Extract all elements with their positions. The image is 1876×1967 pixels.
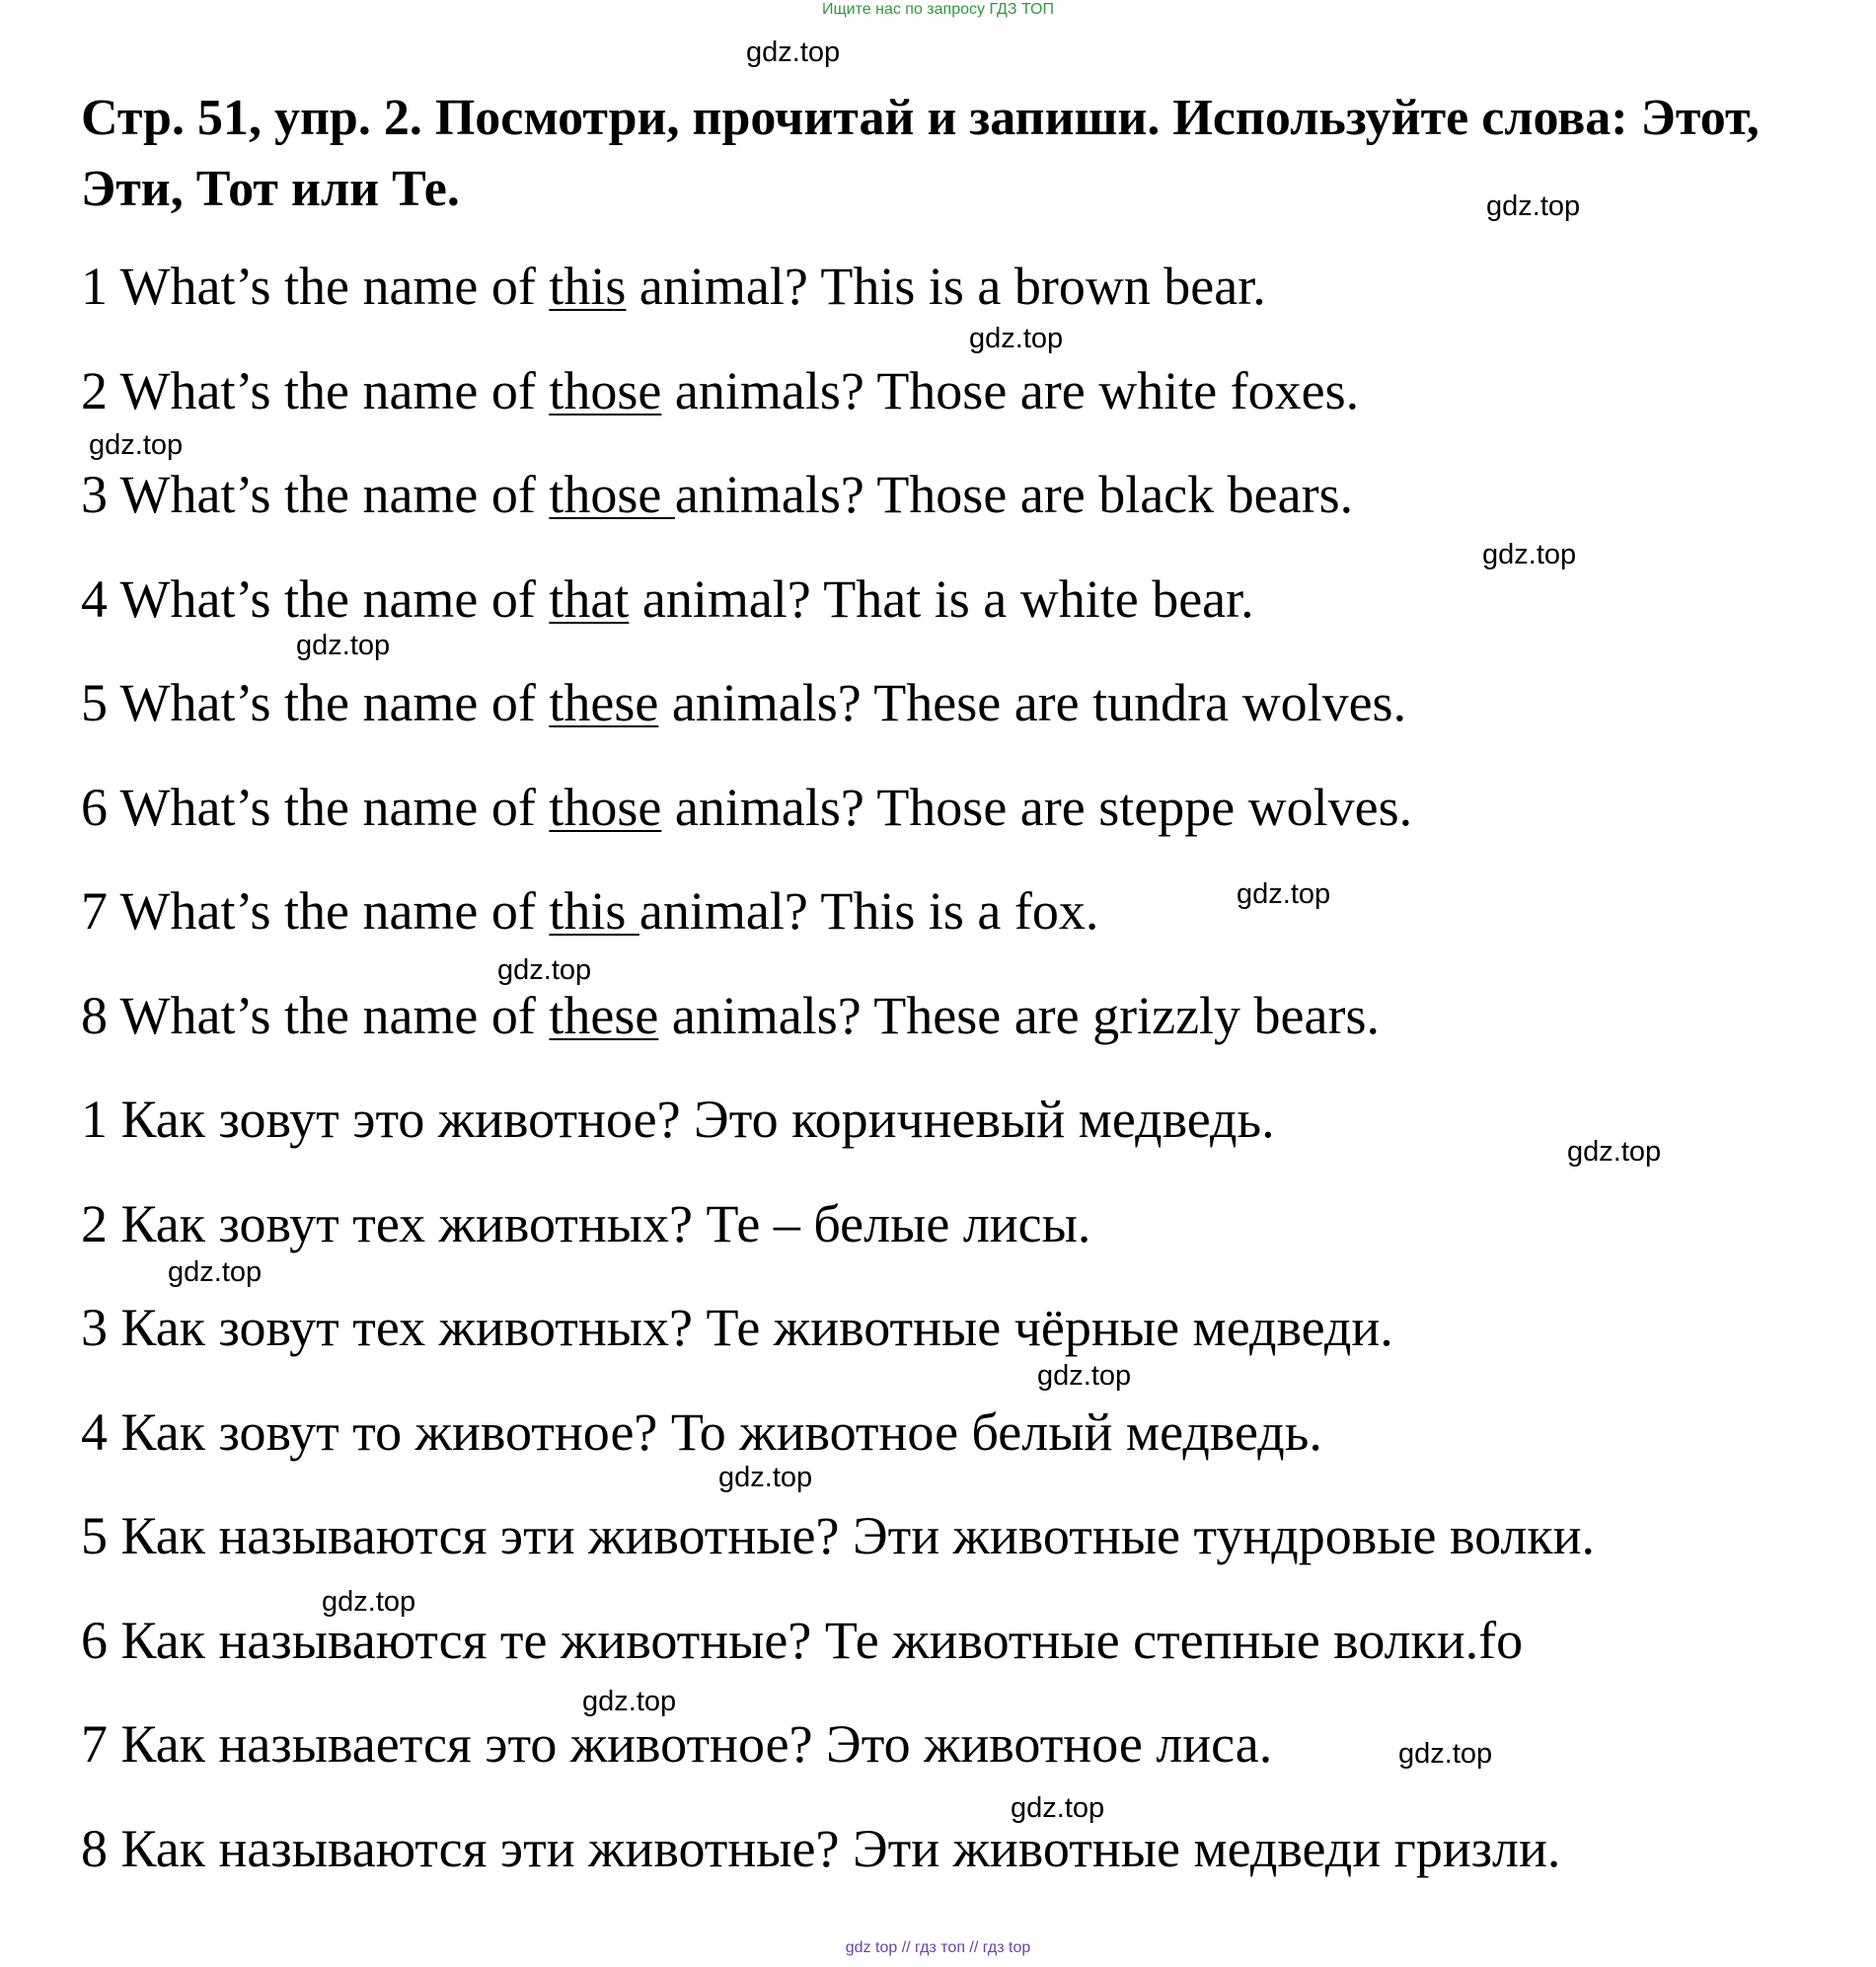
russian-translation-line: 5 Как называются эти животные? Эти животные тундровые волки. bbox=[81, 1506, 1595, 1565]
underlined-demonstrative: those bbox=[549, 465, 675, 524]
watermark: gdz.top bbox=[296, 630, 391, 661]
english-answer-line bbox=[81, 776, 1412, 839]
english-answer-line bbox=[81, 359, 1359, 422]
footer: gdz top // гдз топ // гдз top bbox=[845, 1939, 1031, 1956]
answer-text: animal? This is a brown bear. bbox=[626, 257, 1266, 316]
english-answer-line bbox=[81, 671, 1406, 734]
underlined-demonstrative: those bbox=[549, 361, 662, 420]
watermark: gdz.top bbox=[718, 1462, 813, 1493]
answer-text: 4 What’s the name of bbox=[81, 569, 550, 629]
watermark: gdz.top bbox=[1011, 1792, 1105, 1824]
watermark: gdz.top bbox=[322, 1586, 416, 1618]
watermark: gdz.top bbox=[1037, 1360, 1132, 1392]
answer-text: 6 What’s the name of bbox=[81, 778, 550, 837]
answer-text: 1 What’s the name of bbox=[81, 257, 550, 316]
underlined-demonstrative: these bbox=[549, 673, 659, 732]
watermark: gdz.top bbox=[746, 37, 841, 68]
russian-translation-line: 8 Как называются эти животные? Эти животные медведи гризли. bbox=[81, 1819, 1561, 1878]
page-title: Стр. 51, упр. 2. Посмотри, прочитай и запиши. Используйте слова: Этот, Эти, Тот или Те. bbox=[81, 90, 1760, 217]
watermark: gdz.top bbox=[497, 954, 592, 986]
answer-text: animals? Those are black bears. bbox=[674, 465, 1354, 524]
watermark: gdz.top bbox=[1398, 1738, 1493, 1770]
answer-text: animals? These are grizzly bears. bbox=[658, 986, 1380, 1045]
watermark: gdz.top bbox=[1486, 190, 1581, 222]
watermark: gdz.top bbox=[969, 323, 1064, 354]
english-answer-line bbox=[81, 879, 1098, 943]
underlined-demonstrative: this bbox=[549, 257, 627, 316]
answer-text: 5 What’s the name of bbox=[81, 673, 550, 732]
russian-translation-line: 4 Как зовут то животное? То животное белый медведь. bbox=[81, 1402, 1322, 1462]
answer-text: animals? Those are steppe wolves. bbox=[661, 778, 1413, 837]
watermark: gdz.top bbox=[582, 1686, 677, 1717]
russian-translation-line: 1 Как зовут это животное? Это коричневый медведь. bbox=[81, 1090, 1275, 1149]
english-answer-line bbox=[81, 463, 1353, 526]
watermark: gdz.top bbox=[1567, 1136, 1662, 1168]
answer-text: animal? That is a white bear. bbox=[629, 569, 1254, 629]
answer-text: animals? These are tundra wolves. bbox=[658, 673, 1407, 732]
watermark: gdz.top bbox=[1482, 539, 1577, 570]
answer-text: 3 What’s the name of bbox=[81, 465, 550, 524]
russian-translation-line: 6 Как называются те животные? Те животные степные волки.fo bbox=[81, 1611, 1524, 1670]
answer-text: animal? This is a fox. bbox=[638, 881, 1099, 941]
watermark: gdz.top bbox=[89, 429, 184, 461]
watermark: gdz.top bbox=[1237, 878, 1331, 910]
underlined-demonstrative: those bbox=[549, 778, 662, 837]
english-answer-line bbox=[81, 984, 1380, 1047]
answer-text: 7 What’s the name of bbox=[81, 881, 550, 941]
russian-translation-line: 3 Как зовут тех животных? Те животные чёрные медведи. bbox=[81, 1298, 1393, 1357]
underlined-demonstrative: this bbox=[549, 881, 639, 941]
answer-text: 8 What’s the name of bbox=[81, 986, 550, 1045]
underlined-demonstrative: these bbox=[549, 986, 659, 1045]
watermark: gdz.top bbox=[168, 1256, 263, 1288]
english-answer-line bbox=[81, 567, 1254, 631]
answer-text: 2 What’s the name of bbox=[81, 361, 550, 420]
answer-text: animals? Those are white foxes. bbox=[661, 361, 1360, 420]
english-answer-line bbox=[81, 255, 1266, 318]
russian-translation-line: 2 Как зовут тех животных? Те – белые лисы. bbox=[81, 1194, 1091, 1253]
underlined-demonstrative: that bbox=[549, 569, 630, 629]
top-banner: Ищите нас по запросу ГДЗ ТОП bbox=[822, 1, 1054, 18]
russian-translation-line: 7 Как называется это животное? Это животное лиса. bbox=[81, 1714, 1273, 1774]
